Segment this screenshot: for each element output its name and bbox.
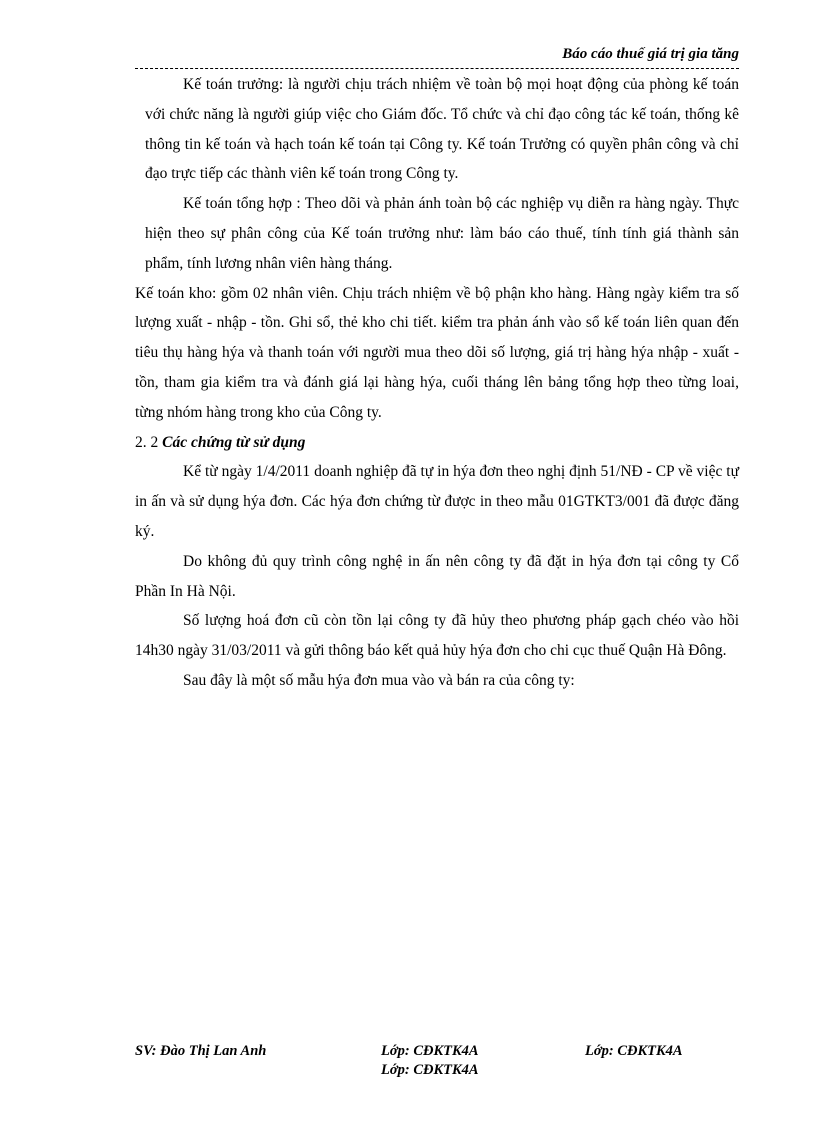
footer-class: Lớp: CĐKTK4A bbox=[585, 1043, 683, 1059]
footer-student: SV: Đào Thị Lan Anh bbox=[135, 1043, 267, 1059]
paragraph-warehouse-accountant: Kế toán kho: gồm 02 nhân viên. Chịu trách nhiệm về bộ phận kho hàng. Hàng ngày kiểm tra số lượng xuất - nhập - tồn. Ghi sổ, thẻ kho chi tiết. kiểm tra phản ánh vào sổ kế toán liên quan đến tiêu thụ hàng hýa và thanh toán với người mua theo dõi số lượng, giá trị hàng hýa nhập - xuất - tồn, tham gia kiểm tra và đánh giá lại hàng hýa, cuối tháng lên bảng tổng hợp theo từng loai, từng nhóm hàng trong kho của Công ty. bbox=[135, 284, 739, 421]
section-heading bbox=[135, 428, 739, 458]
paragraph-self-printed-invoices: Kể từ ngày 1/4/2011 doanh nghiệp đã tự in hýa đơn theo nghị định 51/NĐ - CP về việc tự in ấn và sử dụng hýa đơn. Các hýa đơn chứng từ được in theo mẫu 01GTKT3/001 đã được đăng ký. bbox=[135, 463, 739, 540]
paragraph-general-accountant: Kế toán tổng hợp : Theo dõi và phản ánh toàn bộ các nghiệp vụ diễn ra hàng ngày. Thực hiện theo sự phân công của Kế toán trưởng như: làm báo cáo thuế, tính tính giá thành sản phẩm, tính lương nhân viên hàng tháng. bbox=[145, 195, 739, 272]
footer-class: Lớp: CĐKTK4A bbox=[381, 1062, 479, 1078]
paragraph-invoice-samples: Sau đây là một số mẫu hýa đơn mua vào và bán ra của công ty: bbox=[183, 671, 575, 689]
page-header bbox=[135, 44, 739, 69]
footer-class: Lớp: CĐKTK4A bbox=[381, 1043, 479, 1059]
document-body bbox=[135, 70, 739, 696]
section-number: 2. 2 bbox=[135, 433, 159, 451]
paragraph-chief-accountant: Kế toán trưởng: là người chịu trách nhiệm về toàn bộ mọi hoạt động của phòng kế toán với chức năng là người giúp việc cho Giám đốc. Tổ chức và chỉ đạo công tác kế toán, thống kê thông tin kế toán và hạch toán kế toán tại Công ty. Kế toán Trưởng có quyền phân công và chỉ đạo trực tiếp các thành viên kế toán trong Công ty. bbox=[145, 76, 739, 183]
header-title: Báo cáo thuế giá trị gia tăng bbox=[562, 46, 739, 62]
paragraph-invoice-destruction: Số lượng hoá đơn cũ còn tồn lại công ty đã hủy theo phương pháp gạch chéo vào hồi 14h30 ngày 31/03/2011 và gửi thông báo kết quả hủy hýa đơn cho chi cục thuế Quận Hà Đông. bbox=[135, 612, 739, 660]
paragraph-print-company: Do không đủ quy trình công nghệ in ấn nên công ty đã đặt in hýa đơn tại công ty Cổ Phần In Hà Nội. bbox=[135, 552, 739, 600]
section-title: Các chứng từ sử dụng bbox=[162, 433, 306, 451]
